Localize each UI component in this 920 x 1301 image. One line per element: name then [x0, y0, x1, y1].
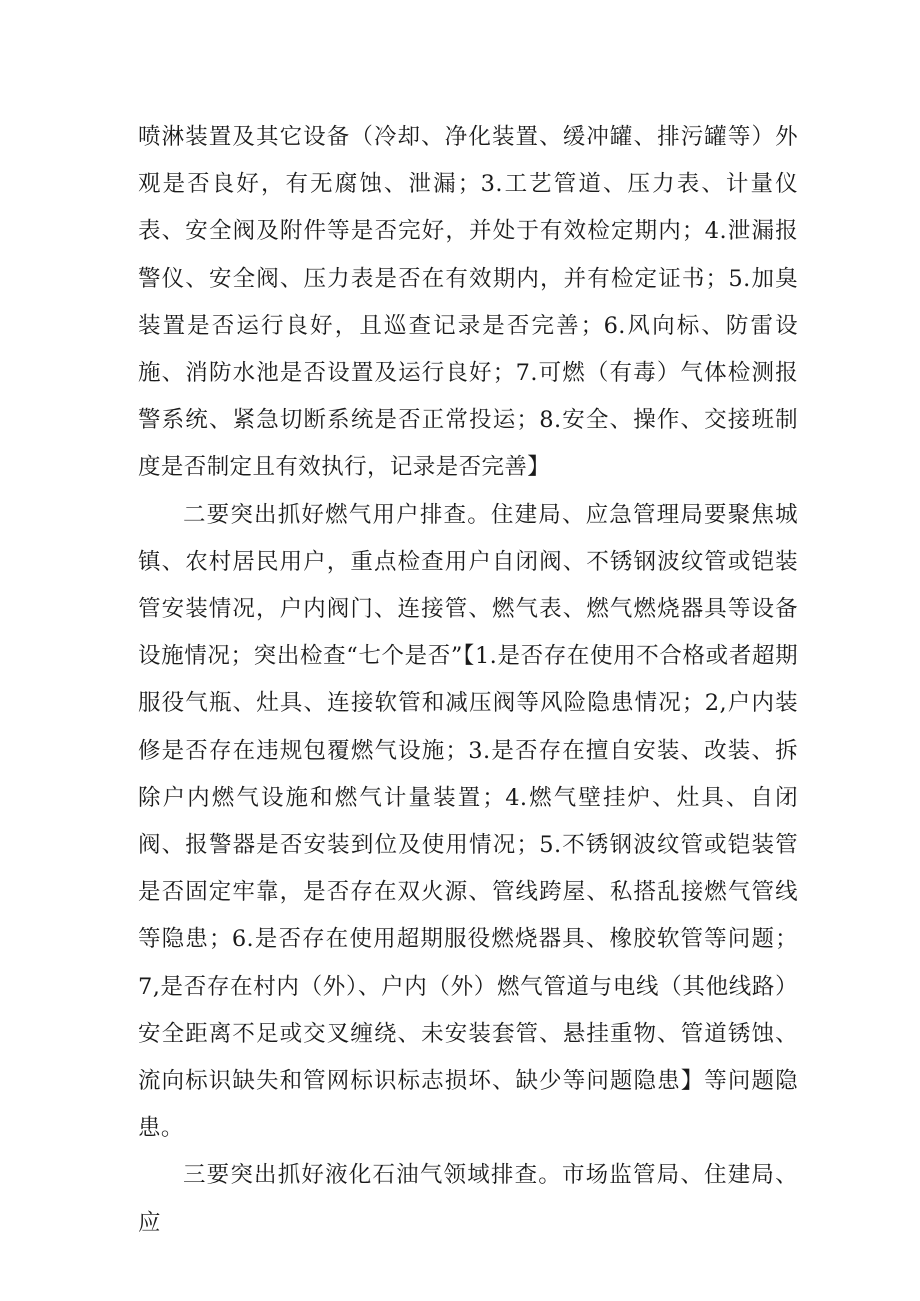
paragraph-lpg-inspection: 三要突出抓好液化石油气领域排查。市场监管局、住建局、应	[138, 1162, 798, 1236]
paragraph-inspection-items: 喷淋装置及其它设备（冷却、净化装置、缓冲罐、排污罐等）外观是否良好，有无腐蚀、泄漏；3.工艺管道、压力表、计量仪表、安全阀及附件等是否完好，并处于有效检定期内；4.泄漏报警仪、安全阀、压力表是否在有效期内，并有检定证书；5.加臭装置是否运行良好，且巡查记录是否完善；6.风向标、防雷设施、消防水池是否设置及运行良好；7.可燃（有毒）气体检测报警系统、紧急切断系统是否正常投运；8.安全、操作、交接班制度是否制定且有效执行，记录是否完善】	[138, 124, 798, 481]
paragraph-gas-user-inspection: 二要突出抓好燃气用户排查。住建局、应急管理局要聚焦城镇、农村居民用户，重点检查用户自闭阀、不锈钢波纹管或铠装管安装情况，户内阀门、连接管、燃气表、燃气燃烧器具等设备设施情况；突出检查“七个是否”【1.是否存在使用不合格或者超期服役气瓶、灶具、连接软管和减压阀等风险隐患情况；2,户内装修是否存在违规包覆燃气设施；3.是否存在擅自安装、改装、拆除户内燃气设施和燃气计量装置；4.燃气壁挂炉、灶具、自闭阀、报警器是否安装到位及使用情况；5.不锈钢波纹管或铠装管是否固定牢靠，是否存在双火源、管线跨屋、私搭乱接燃气管线等隐患；6.是否存在使用超期服役燃烧器具、橡胶软管等问题；7,是否存在村内（外）、户内（外）燃气管道与电线（其他线路）安全距离不足或交叉缠绕、未安装套管、悬挂重物、管道锈蚀、流向标识缺失和管网标识标志损坏、缺少等问题隐患】等问题隐患。	[138, 501, 798, 1142]
document-body	[138, 114, 798, 1247]
